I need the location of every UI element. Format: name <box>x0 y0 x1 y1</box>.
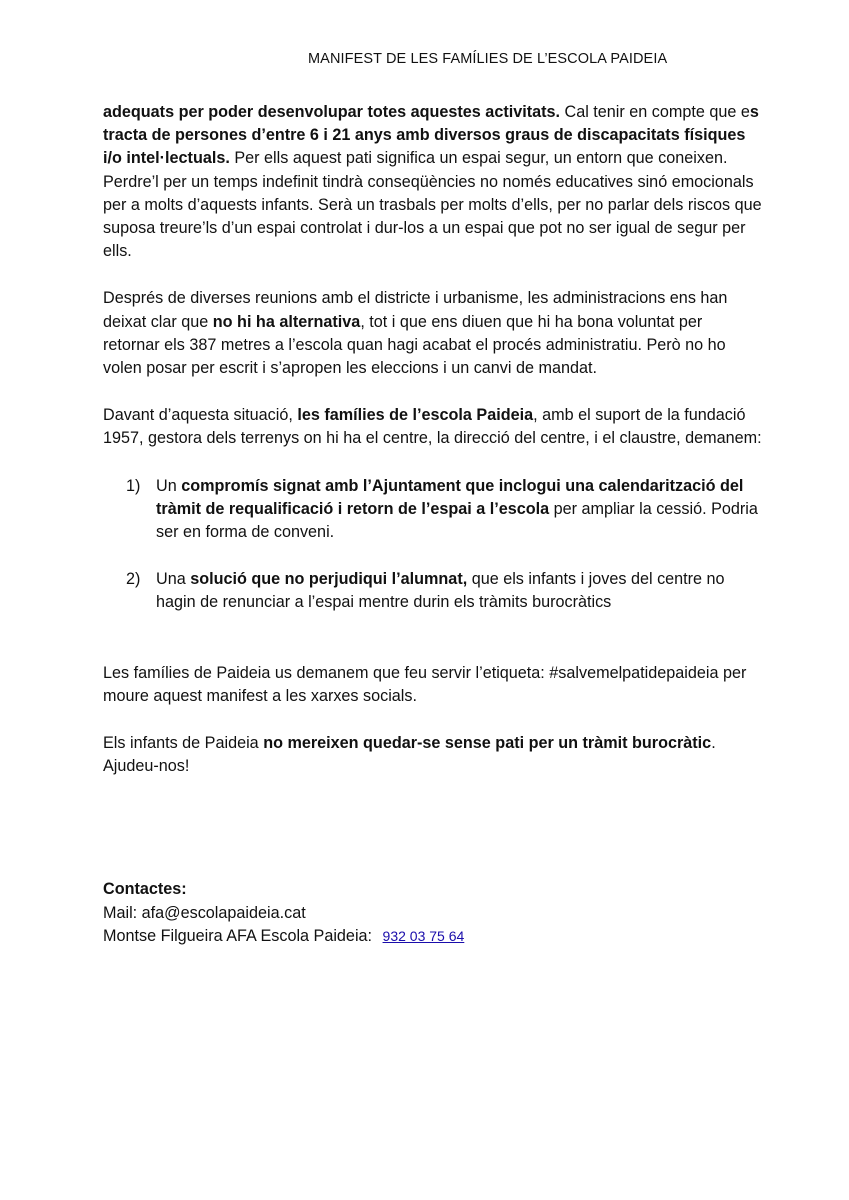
header-title: MANIFEST DE LES FAMÍLIES DE L’ESCOLA PAIDEIA <box>308 51 668 67</box>
paragraph-2-text-1: Després de diverses reunions amb el districte i urbanisme, les administracions ens han deixat clar que <box>103 289 728 331</box>
contacts-person: Montse Filgueira AFA Escola Paideia: <box>103 926 373 945</box>
list-item-1 <box>126 475 763 545</box>
contacts-person-line <box>103 925 763 948</box>
paragraph-1-text-2: Per ells aquest pati significa un espai segur, un entorn que coneixen. Perdre’l per un temps indefinit tindrà conseqüències no només educatives sinó emocionals per a molts d’aquests infants. Serà un trasbals per molts d’ells, per no parlar dels riscos que suposa treure’ls d’un espai controlat i dur-los a un espai que pot no ser igual de segur per ells. <box>103 149 762 261</box>
paragraph-1 <box>103 101 763 263</box>
contacts-mail: Mail: afa@escolapaideia.cat <box>103 903 306 922</box>
paragraph-3-text-1: Davant d’aquesta situació, <box>103 406 298 425</box>
list-item-1-bold-1: compromís signat amb l’Ajuntament que inclogui una calendarització del tràmit de requalificació i retorn de l’espai a l’escola <box>156 476 744 518</box>
contacts-heading: Contactes: <box>103 880 187 899</box>
paragraph-1-bold-1: adequats per poder desenvolupar totes aquestes activitats. <box>103 103 560 121</box>
paragraph-5-text-1: Els infants de Paideia <box>103 734 264 753</box>
paragraph-4 <box>103 662 763 708</box>
list-item-1-text <box>156 475 763 545</box>
paragraph-2-bold-1: no hi ha alternativa <box>212 312 361 331</box>
list-item-2-text <box>156 568 763 614</box>
paragraph-3-text-2: , amb el suport de la fundació 1957, gestora dels terrenys on hi ha el centre, la direcció del centre, i el claustre, demanem: <box>103 406 762 448</box>
contacts-block <box>103 878 763 948</box>
paragraph-4-text-1: Les famílies de Paideia us demanem que feu servir l’etiqueta: #salvemelpatidepaideia per moure aquest manifest a les xarxes socials. <box>103 663 747 705</box>
paragraph-1-text-1: Cal tenir en compte que e <box>560 103 750 121</box>
paragraph-2-text-2: , tot i que ens diuen que hi ha bona voluntat per retornar els 387 metres a l’escola quan hagi acabat el procés administratiu. Però no ho volen posar per escrit i s’apropen les eleccions i un canvi de mandat. <box>103 312 726 378</box>
paragraph-3-bold-1: les famílies de l’escola Paideia <box>297 406 534 425</box>
list-item-1-text-2: per ampliar la cessió. Podria ser en forma de conveni. <box>156 499 758 542</box>
paragraph-1-bold-2: s tracta de persones d’entre 6 i 21 anys amb diversos graus de discapacitats físiques i/o intel·lectuals. <box>103 103 759 168</box>
paragraph-5 <box>103 732 763 778</box>
list-item-2-text-1: Una <box>156 570 191 589</box>
contacts-phone-link[interactable]: 932 03 75 64 <box>382 927 465 944</box>
page-header <box>308 51 667 67</box>
list-item-2 <box>126 568 763 614</box>
list-item-2-bold-1: solució que no perjudiqui l’alumnat, <box>190 570 468 589</box>
list-item-2-number: 2) <box>126 570 141 589</box>
paragraph-5-text-2: . Ajudeu-nos! <box>103 734 716 776</box>
document-body <box>103 101 763 948</box>
list-item-1-number: 1) <box>126 476 141 495</box>
list-item-1-text-1: Un <box>156 476 182 495</box>
paragraph-2 <box>103 287 763 380</box>
list-item-2-text-2: que els infants i joves del centre no hagin de renunciar a l’espai mentre durin els tràmits burocràtics <box>156 570 725 612</box>
paragraph-5-bold-1: no mereixen quedar-se sense pati per un tràmit burocràtic <box>263 734 712 753</box>
paragraph-3 <box>103 404 763 450</box>
